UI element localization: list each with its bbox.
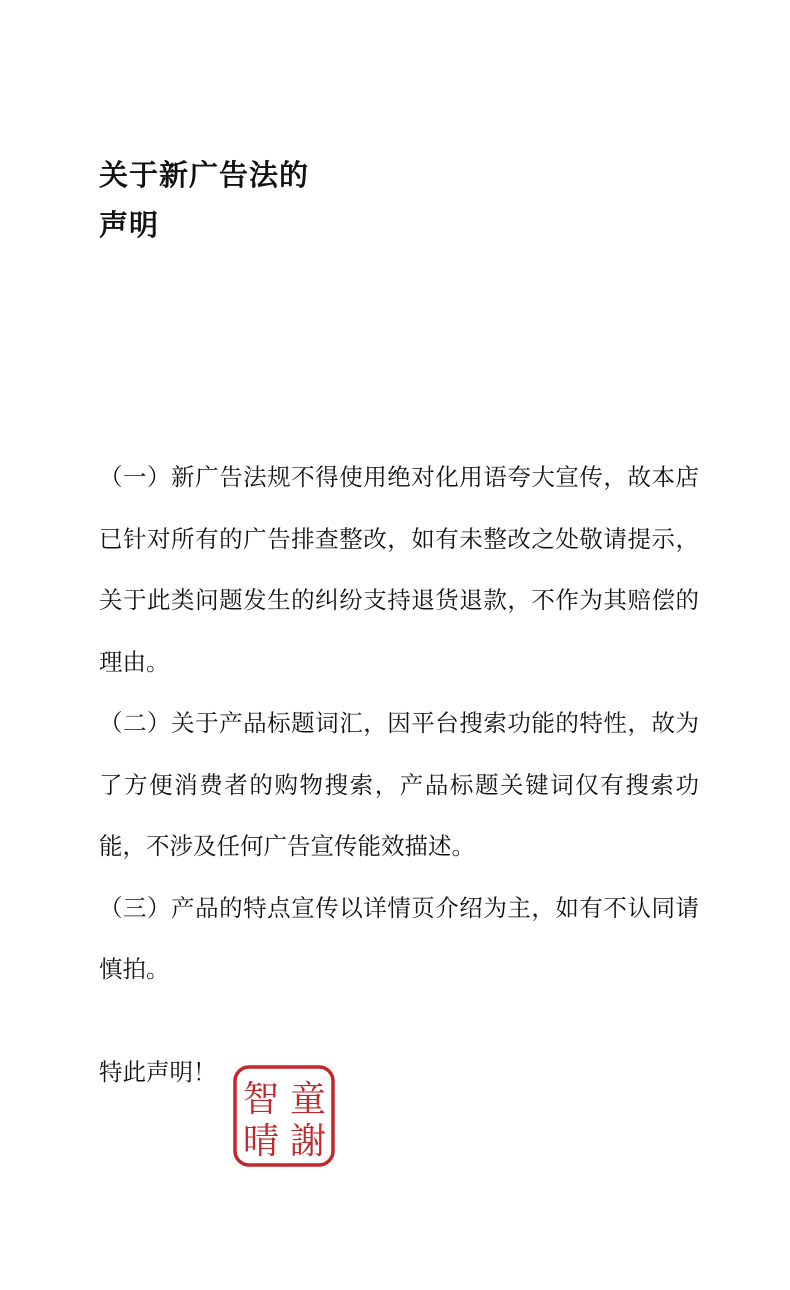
closing-line: 特此声明！ (99, 1058, 217, 1086)
seal-char-top-left: 智 (242, 1079, 280, 1120)
seal-stamp (233, 1065, 335, 1167)
seal-char-bottom-right: 謝 (289, 1121, 327, 1162)
title-line-1: 关于新广告法的 (99, 158, 310, 192)
statement-body (99, 447, 699, 1001)
title-line-2: 声明 (99, 208, 160, 242)
statement-paragraph-1: （一）新广告法规不得使用绝对化用语夸大宣传，故本店已针对所有的广告排查整改，如有未整改之处敬请提示，关于此类问题发生的纠纷支持退货退款，不作为其赔偿的理由。 (99, 463, 699, 676)
statement-paragraph-2: （二）关于产品标题词汇，因平台搜索功能的特性，故为了方便消费者的购物搜索，产品标题关键词仅有搜索功能，不涉及任何广告宣传能效描述。 (99, 709, 699, 860)
statement-paragraph-3: （三）产品的特点宣传以详情页介绍为主，如有不认同请慎拍。 (99, 893, 699, 983)
seal-char-top-right: 童 (289, 1079, 327, 1120)
seal-char-bottom-left: 晴 (242, 1121, 280, 1162)
page-title (99, 150, 309, 250)
